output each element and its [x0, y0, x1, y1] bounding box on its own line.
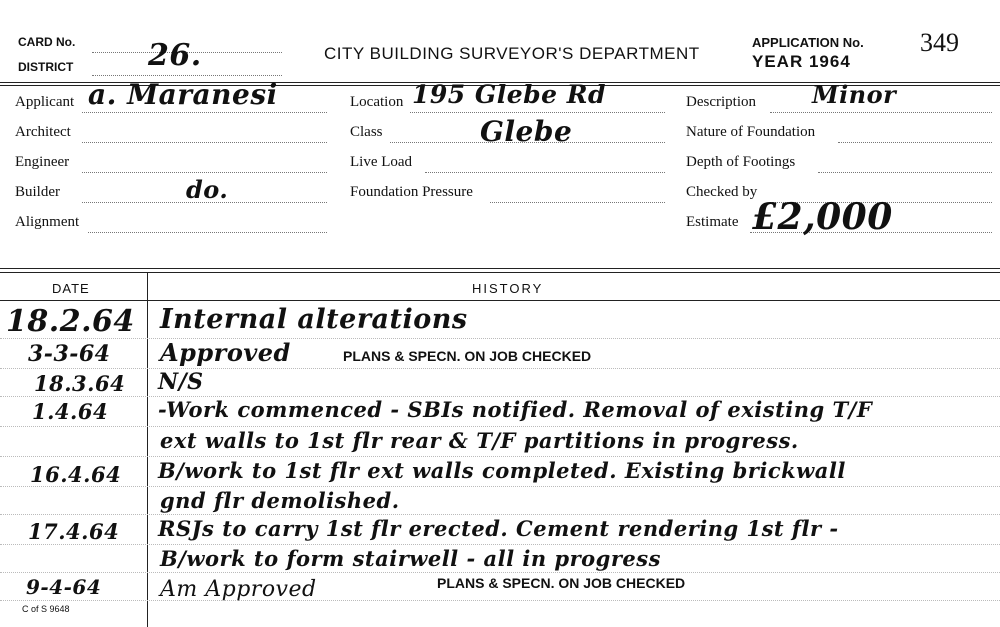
description-label: Description [686, 94, 756, 110]
history-entry-2: Approved [160, 338, 291, 367]
builder-value: do. [186, 175, 229, 204]
alignment-label: Alignment [15, 214, 80, 230]
live-load-label: Live Load [350, 154, 413, 170]
location-line [410, 112, 665, 113]
history-date-2: 3-3-64 [28, 341, 111, 367]
location-value-2: Glebe [480, 115, 573, 148]
nature-of-foundation-label: Nature of Foundation [686, 124, 816, 140]
foundation-pressure-label: Foundation Pressure [350, 184, 473, 200]
card-no-value: 26. [148, 38, 202, 73]
description-value: Minor [812, 80, 897, 109]
form-code: C of S 9648 [22, 604, 70, 614]
date-column-header: DATE [52, 281, 90, 296]
history-date-6: 16.4.64 [30, 462, 122, 487]
engineer-line [82, 172, 327, 173]
depth-of-footings-line [818, 172, 992, 173]
district-label: DISTRICT [18, 60, 74, 74]
applicant-label: Applicant [15, 94, 75, 110]
builder-label: Builder [15, 184, 60, 200]
history-row-line [0, 368, 1000, 369]
plans-checked-stamp-2: PLANS & SPECN. ON JOB CHECKED [437, 575, 686, 591]
history-date-8: 17.4.64 [28, 519, 120, 544]
checked-by-label: Checked by [686, 184, 758, 200]
history-top-rule-2 [0, 272, 1000, 273]
architect-label: Architect [15, 124, 71, 140]
application-no: 349 [920, 28, 959, 57]
location-value-1: 195 Glebe Rd [412, 80, 606, 109]
history-entry-9: B/work to form stairwell - all in progress [160, 546, 661, 571]
history-date-3: 18.3.64 [34, 371, 126, 396]
history-row-line [0, 600, 1000, 601]
history-row-line [0, 572, 1000, 573]
history-top-rule [0, 268, 1000, 269]
description-line [770, 112, 992, 113]
year-label: YEAR 1964 [752, 52, 851, 71]
engineer-label: Engineer [15, 154, 70, 170]
department-title: CITY BUILDING SURVEYOR'S DEPARTMENT [324, 44, 700, 63]
history-date-10: 9-4-64 [26, 575, 102, 599]
alignment-line [88, 232, 327, 233]
class-label: Class [350, 124, 383, 140]
estimate-value: £2,000 [752, 196, 893, 238]
history-row-line [0, 338, 1000, 339]
district-line [92, 75, 282, 76]
history-entry-1: Internal alterations [160, 304, 468, 335]
application-no-label: APPLICATION No. [752, 35, 864, 50]
history-entry-8: RSJs to carry 1st flr erected. Cement rendering 1st flr - [158, 516, 839, 541]
location-label: Location [350, 94, 404, 110]
history-entry-3: N/S [158, 369, 204, 395]
history-entry-4: -Work commenced - SBIs notified. Removal of existing T/F [158, 397, 873, 422]
history-row-line [0, 426, 1000, 427]
history-entry-5: ext walls to 1st flr rear & T/F partitions in progress. [160, 428, 799, 453]
history-row-line [0, 456, 1000, 457]
card-no-label: CARD No. [18, 35, 76, 49]
applicant-value: a. Maranesi [88, 78, 278, 111]
live-load-line [425, 172, 665, 173]
history-date-4: 1.4.64 [32, 399, 109, 424]
history-row-line [0, 514, 1000, 515]
foundation-pressure-line [490, 202, 665, 203]
architect-line [82, 142, 327, 143]
history-date-1: 18.2.64 [6, 304, 135, 339]
history-row-line [0, 544, 1000, 545]
history-entry-6: B/work to 1st flr ext walls completed. Existing brickwall [158, 458, 846, 483]
history-row-line [0, 486, 1000, 487]
applicant-line [82, 112, 327, 113]
depth-of-footings-label: Depth of Footings [686, 154, 796, 170]
history-entry-10: Am Approved [160, 577, 317, 602]
plans-checked-stamp: PLANS & SPECN. ON JOB CHECKED [343, 348, 592, 364]
date-column-divider [147, 272, 148, 627]
history-column-header: HISTORY [472, 281, 544, 296]
nature-of-foundation-line [838, 142, 992, 143]
estimate-label: Estimate [686, 214, 739, 230]
history-header-rule [0, 300, 1000, 301]
history-entry-7: gnd flr demolished. [160, 488, 400, 513]
